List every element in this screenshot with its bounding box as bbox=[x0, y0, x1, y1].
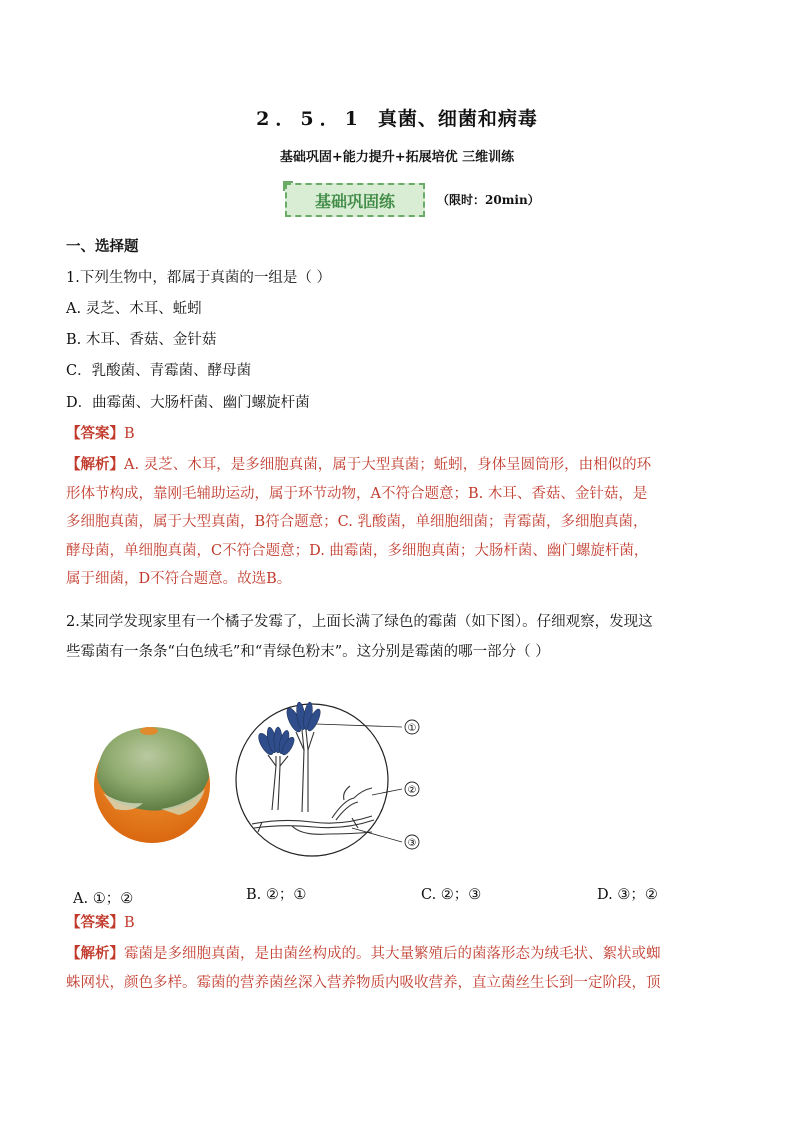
lesson-title: 真菌、细菌和病毒 bbox=[377, 108, 538, 130]
q1-analysis bbox=[66, 451, 736, 594]
answer-value: B bbox=[124, 426, 135, 442]
answer-label: 【答案】 bbox=[66, 425, 124, 442]
lesson-number: 2．5．1 bbox=[256, 108, 364, 130]
q2-analysis bbox=[66, 940, 736, 997]
q2-stem-line: 2.某同学发现家里有一个橘子发霉了，上面长满了绿色的霉菌（如下图）。仔细观察，发现这 bbox=[66, 614, 653, 630]
analysis-line: 形体节构成，靠刚毛辅助运动，属于环节动物，A不符合题意；B. 木耳、香菇、金针菇，是 bbox=[66, 485, 648, 502]
analysis-line: A. 灵芝、木耳，是多细胞真菌，属于大型真菌；蚯蚓，身体呈圆筒形，由相似的环 bbox=[124, 457, 652, 473]
q2-option-d: D. ③；② bbox=[597, 887, 658, 903]
analysis-line: 多细胞真菌，属于大型真菌，B符合题意；C. 乳酸菌，单细胞细菌；青霉菌，多细胞真菌， bbox=[66, 514, 648, 530]
q1-option-b: B. 木耳、香菇、金针菇 bbox=[66, 332, 217, 348]
section-heading: 一、选择题 bbox=[66, 238, 139, 255]
answer-value: B bbox=[124, 915, 135, 931]
q1-option-d: D．曲霉菌、大肠杆菌、幽门螺旋杆菌 bbox=[66, 395, 310, 411]
time-limit: （限时：20min） bbox=[437, 193, 540, 207]
q1-option-c: C．乳酸菌、青霉菌、酵母菌 bbox=[66, 363, 252, 379]
analysis-label: 【解析】 bbox=[66, 945, 124, 962]
section-badge: 基础巩固练 bbox=[285, 183, 425, 217]
diagram-label-3: ③ bbox=[407, 838, 417, 849]
analysis-label: 【解析】 bbox=[66, 456, 124, 473]
mold-structure-diagram bbox=[232, 700, 432, 860]
q1-answer bbox=[66, 424, 736, 444]
analysis-line: 属于细菌，D不符合题意。故选B。 bbox=[66, 571, 292, 587]
q2-answer bbox=[66, 913, 736, 933]
q2-option-c: C. ②；③ bbox=[421, 887, 482, 903]
moldy-orange-image bbox=[91, 717, 213, 845]
diagram-label-2: ② bbox=[407, 785, 417, 796]
page-subtitle: 基础巩固+能力提升+拓展培优 三维训练 bbox=[279, 150, 515, 165]
analysis-line: 酵母菌，单细胞真菌，C不符合题意；D. 曲霉菌，多细胞真菌；大肠杆菌、幽门螺旋杆菌， bbox=[66, 542, 649, 559]
analysis-line: 霉菌是多细胞真菌，是由菌丝构成的。其大量繁殖后的菌落形态为绒毛状、絮状或蜘 bbox=[124, 946, 661, 962]
q2-option-a: A. ①；② bbox=[73, 891, 134, 907]
q1-option-a: A. 灵芝、木耳、蚯蚓 bbox=[66, 301, 202, 317]
diagram-label-1: ① bbox=[407, 723, 417, 734]
q1-stem: 1.下列生物中，都属于真菌的一组是（ ） bbox=[66, 270, 331, 286]
analysis-line: 蛛网状，颜色多样。霉菌的营养菌丝深入营养物质内吸收营养，直立菌丝生长到一定阶段，顶 bbox=[66, 974, 661, 991]
answer-label: 【答案】 bbox=[66, 914, 124, 931]
page-title bbox=[0, 104, 794, 131]
q2-option-b: B. ②；① bbox=[246, 887, 307, 903]
q2-stem-line: 些霉菌有一条条“白色绒毛”和“青绿色粉末”。这分别是霉菌的哪一部分（ ） bbox=[66, 644, 550, 660]
